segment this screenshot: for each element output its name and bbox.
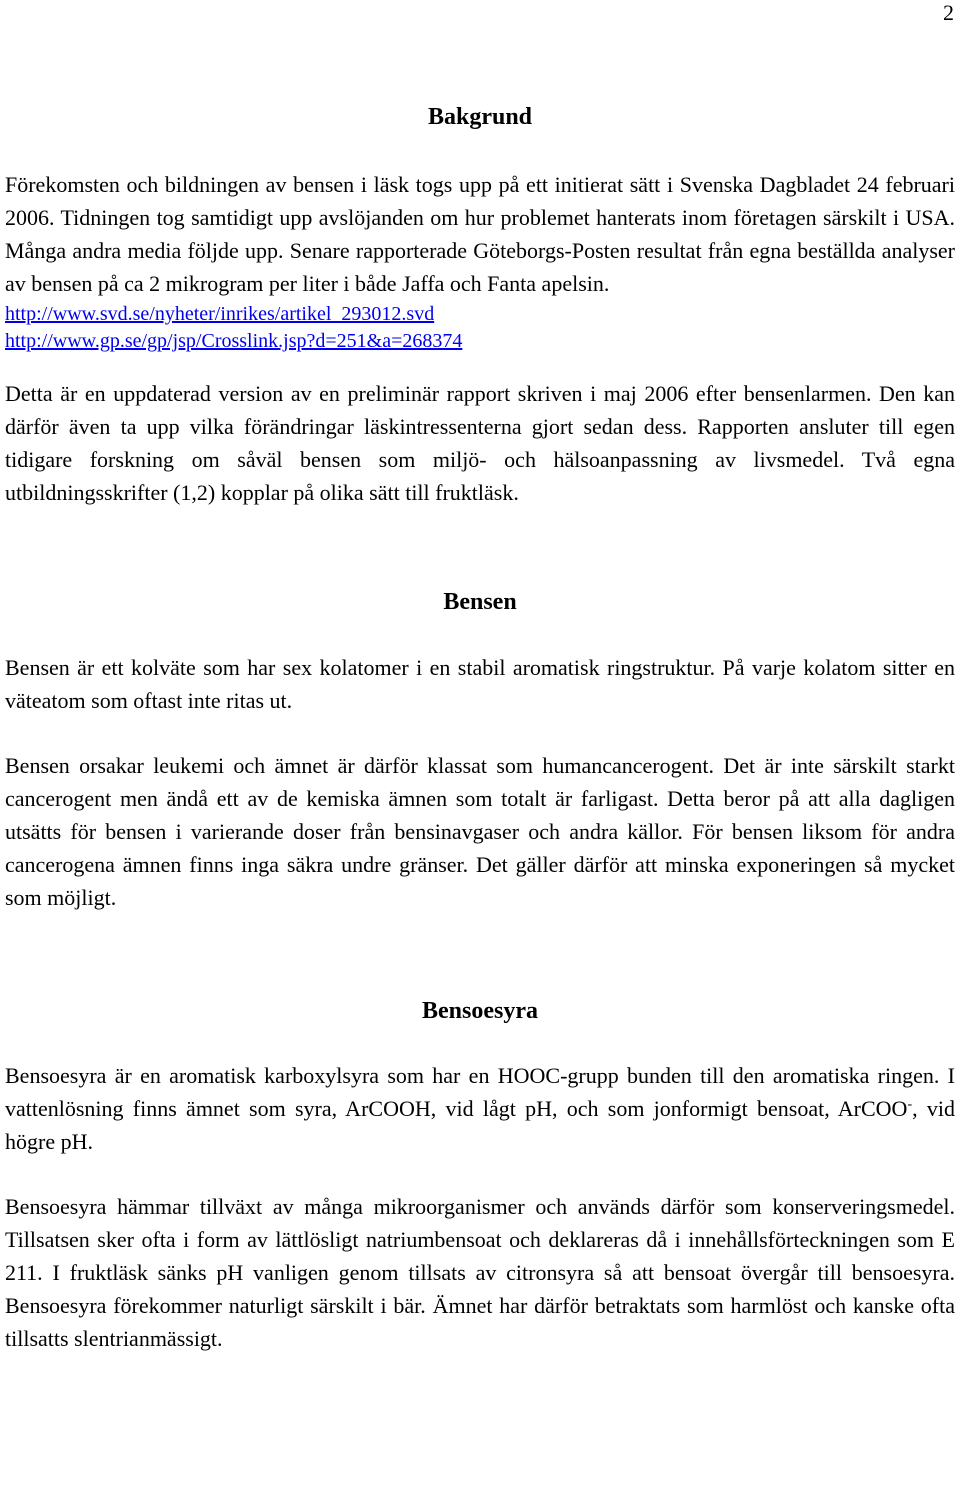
- superscript-minus: -: [907, 1097, 913, 1112]
- reference-links: [5, 301, 955, 355]
- paragraph-bensoesyra-1: [5, 1059, 955, 1158]
- heading-bensen: Bensen: [443, 589, 517, 615]
- link-gp-article[interactable]: http://www.gp.se/gp/jsp/Crosslink.jsp?d=251&a=268374: [5, 330, 463, 352]
- paragraph-bensoesyra-1-text: Bensoesyra är en aromatisk karboxylsyra som har en HOOC-grupp bunden till den aromatiska ringen. I vattenlösning finns ämnet som syra, ArCOOH, vid lågt pH, och som jonformigt bensoat, ArCOO: [5, 1063, 955, 1121]
- paragraph-bensen-1: Bensen är ett kolväte som har sex kolatomer i en stabil aromatisk ringstruktur. På varje kolatom sitter en väteatom som oftast inte ritas ut.: [5, 655, 955, 713]
- page-number: 2: [943, 0, 954, 25]
- paragraph-bensen-2: Bensen orsakar leukemi och ämnet är därför klassat som humancancerogent. Det är inte särskilt starkt cancerogent men ändå ett av de kemiska ämnen som totalt är farligast. Detta beror på att alla dagligen utsätts för bensen i varierande doser från bensinavgaser och andra källor. För bensen liksom för andra cancerogena ämnen finns inga säkra undre gränser. Det gäller därför att minska exponeringen så mycket som möjligt.: [5, 753, 955, 910]
- heading-bakgrund: Bakgrund: [427, 104, 533, 130]
- document-body: [5, 100, 955, 1355]
- heading-bensoesyra: Bensoesyra: [422, 998, 538, 1024]
- paragraph-bensoesyra-1-end: , vid högre pH.: [5, 1096, 955, 1154]
- paragraph-bakgrund-1: Förekomsten och bildningen av bensen i läsk togs upp på ett initierat sätt i Svenska Dagbladet 24 februari 2006. Tidningen tog samtidigt upp avslöjanden om hur problemet hanterats inom företagen särskilt i USA. Många andra media följde upp. Senare rapporterade Göteborgs-Posten resultat från egna beställda analyser av bensen på ca 2 mikrogram per liter i både Jaffa och Fanta apelsin.: [5, 172, 955, 296]
- paragraph-bensoesyra-2: Bensoesyra hämmar tillväxt av många mikroorganismer och används därför som konserveringsmedel. Tillsatsen sker ofta i form av lättlösligt natriumbensoat och deklareras då i innehållsförteckningen som E 211. I fruktläsk sänks pH vanligen genom tillsats av citronsyra så att bensoat övergår till bensoesyra. Bensoesyra förekommer naturligt särskilt i bär. Ämnet har därför betraktats som harmlöst och kanske ofta tillsatts slentrianmässigt.: [5, 1194, 955, 1351]
- paragraph-bakgrund-2: Detta är en uppdaterad version av en preliminär rapport skriven i maj 2006 efter bensenlarmen. Den kan därför även ta upp vilka förändringar läskintressenterna gjort sedan dess. Rapporten ansluter till egen tidigare forskning om såväl bensen som miljö- och hälsoanpassning av livsmedel. Två egna utbildningsskrifter (1,2) kopplar på olika sätt till fruktläsk.: [5, 381, 955, 505]
- link-svd-article[interactable]: http://www.svd.se/nyheter/inrikes/artikel_293012.svd: [5, 303, 435, 325]
